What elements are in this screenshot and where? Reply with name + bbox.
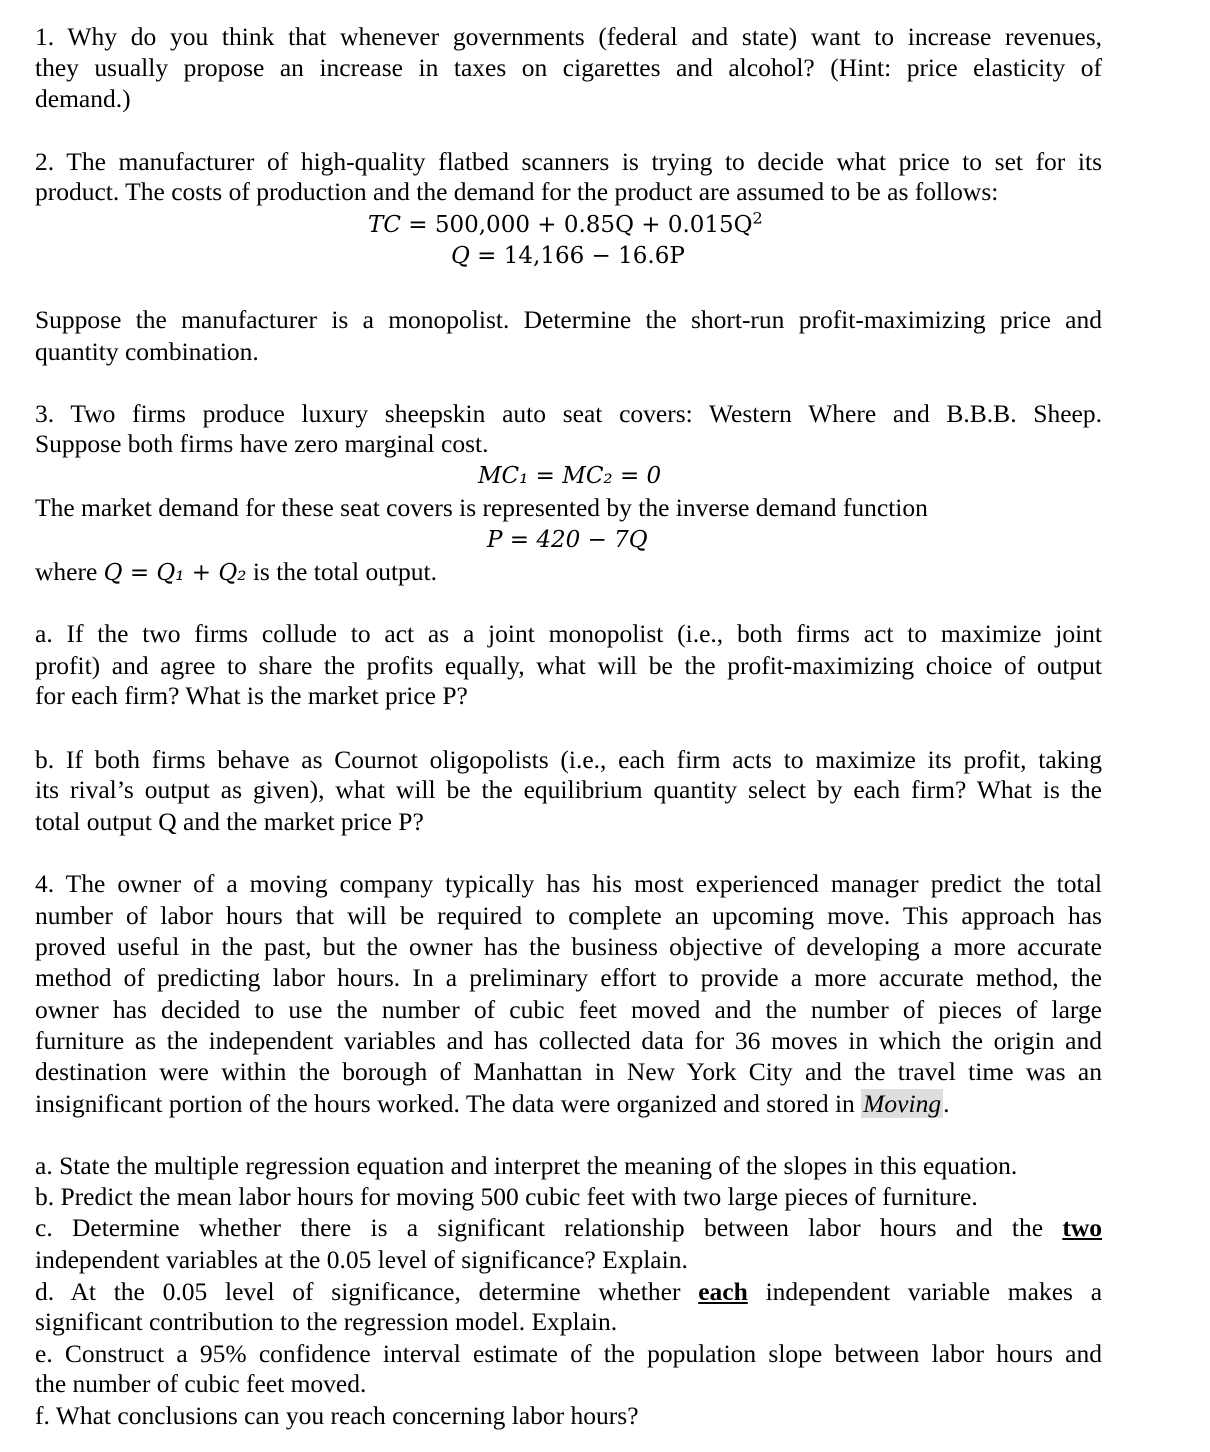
equation-demand-rhs: = 14,166 − 16.6P <box>477 243 685 269</box>
q4c-emphasis-two: two <box>1062 1213 1102 1242</box>
q3b-line-2: its rival’s output as given), what will be the equilibrium quantity select by each firm? What is the <box>35 775 1102 804</box>
q4-line-3: proved useful in the past, but the owner has the business objective of developing a more accurate <box>35 932 1102 961</box>
q4-line-1: 4. The owner of a moving company typically has his most experienced manager predict the total <box>35 869 1102 898</box>
q1-line-3: demand.) <box>35 84 131 113</box>
q4f-line: f. What conclusions can you reach concerning labor hours? <box>35 1401 639 1430</box>
q4-line-8 <box>35 1088 1102 1120</box>
q3-where-line <box>35 556 1102 588</box>
equation-total-cost-lhs: TC <box>368 212 401 238</box>
q4-line-5: owner has decided to use the number of cubic feet moved and the number of pieces of large <box>35 995 1102 1024</box>
equation-demand-lhs: Q <box>451 243 470 269</box>
q4-line-7: destination were within the borough of Manhattan in New York City and the travel time was an <box>35 1057 1102 1086</box>
dataset-name-moving[interactable]: Moving <box>863 1089 942 1118</box>
q4c-line-1-text: c. Determine whether there is a significant relationship between labor hours and the <box>35 1213 1044 1242</box>
q4d-emphasis-each: each <box>698 1277 748 1306</box>
q4e-line-2: the number of cubic feet moved. <box>35 1369 367 1398</box>
q1-line-2: they usually propose an increase in taxes on cigarettes and alcohol? (Hint: price elasticity of <box>35 53 1102 82</box>
q3-line-1: 3. Two firms produce luxury sheepskin auto seat covers: Western Where and B.B.B. Sheep. <box>35 399 1102 428</box>
q3-demand-line: The market demand for these seat covers is represented by the inverse demand function <box>35 493 928 522</box>
equation-total-cost <box>368 209 763 241</box>
q2-question-line-2: quantity combination. <box>35 337 259 366</box>
q3a-line-1: a. If the two firms collude to act as a joint monopolist (i.e., both firms act to maximize joint <box>35 619 1102 648</box>
equation-total-output: Q = Q₁ + Q₂ <box>103 560 247 586</box>
q3-line-2: Suppose both firms have zero marginal cost. <box>35 429 489 458</box>
equation-total-cost-rhs: = 500,000 + 0.85Q + 0.015Q <box>408 212 753 238</box>
equation-marginal-cost: MC₁ = MC₂ = 0 <box>478 463 662 489</box>
q3b-line-3: total output Q and the market price P? <box>35 807 424 836</box>
q4d-line-2: significant contribution to the regression model. Explain. <box>35 1307 618 1336</box>
equation-total-cost-exponent: 2 <box>752 208 763 228</box>
q3a-line-2: profit) and agree to share the profits equally, what will be the profit-maximizing choice of output <box>35 651 1102 680</box>
equation-inverse-demand: P = 420 − 7Q <box>487 527 648 553</box>
q2-question-line-1: Suppose the manufacturer is a monopolist. Determine the short-run profit-maximizing price and <box>35 305 1102 334</box>
q4-line-2: number of labor hours that will be required to complete an upcoming move. This approach has <box>35 901 1102 930</box>
q3-where-suffix: is the total output. <box>252 557 437 586</box>
q4d-line-1-prefix: d. At the 0.05 level of significance, determine whether <box>35 1277 681 1306</box>
q2-line-2: product. The costs of production and the demand for the product are assumed to be as follows: <box>35 177 999 206</box>
q4-line-8-period: . <box>943 1089 950 1118</box>
q4d-line-1-suffix: independent variable makes a <box>765 1277 1103 1306</box>
q3-where-prefix: where <box>35 557 98 586</box>
q4c-line-1 <box>35 1212 1102 1244</box>
q4c-line-2: independent variables at the 0.05 level of significance? Explain. <box>35 1245 688 1274</box>
q4e-line-1: e. Construct a 95% confidence interval estimate of the population slope between labor hours and <box>35 1339 1102 1368</box>
q4b-line: b. Predict the mean labor hours for moving 500 cubic feet with two large pieces of furniture. <box>35 1182 978 1211</box>
q1-line-1: 1. Why do you think that whenever governments (federal and state) want to increase revenues, <box>35 22 1102 51</box>
equation-demand <box>451 240 685 272</box>
q2-line-1: 2. The manufacturer of high-quality flatbed scanners is trying to decide what price to set for its <box>35 147 1102 176</box>
q3a-line-3: for each firm? What is the market price P? <box>35 681 468 710</box>
q3b-line-1: b. If both firms behave as Cournot oligopolists (i.e., each firm acts to maximize its profit, taking <box>35 745 1102 774</box>
q4-line-6: furniture as the independent variables and has collected data for 36 moves in which the origin and <box>35 1026 1102 1055</box>
q4-line-8-text: insignificant portion of the hours worked. The data were organized and stored in <box>35 1089 855 1118</box>
q4a-line: a. State the multiple regression equation and interpret the meaning of the slopes in this equation. <box>35 1151 1018 1180</box>
q4d-line-1 <box>35 1276 1102 1308</box>
q4-line-4: method of predicting labor hours. In a preliminary effort to provide a more accurate method, the <box>35 963 1102 992</box>
